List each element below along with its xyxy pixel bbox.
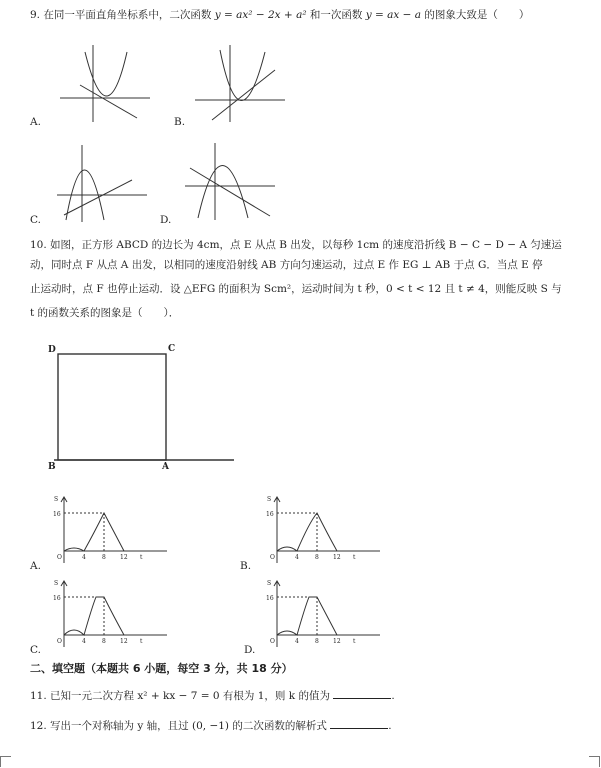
graph-a-tick-12: 12 bbox=[120, 554, 128, 561]
q9-stem bbox=[30, 8, 529, 22]
q12-number: 12. bbox=[30, 720, 47, 732]
graph-c-s-value: 16 bbox=[53, 595, 61, 602]
q10-graph-b bbox=[265, 493, 385, 571]
graph-c-t-label: t bbox=[140, 638, 143, 645]
graph-d-tick-4: 4 bbox=[295, 638, 299, 645]
square-label-c: C bbox=[168, 344, 176, 354]
graph-b-tick-12: 12 bbox=[333, 554, 341, 561]
graph-d-tick-8: 8 bbox=[315, 638, 319, 645]
graph-a-s-value: 16 bbox=[53, 511, 61, 518]
q9-option-b-label: B. bbox=[174, 116, 186, 128]
q9-text-c: 的图象大致是（ ） bbox=[424, 9, 530, 21]
q11-answer-blank[interactable] bbox=[333, 688, 391, 699]
graph-c-tick-8: 8 bbox=[102, 638, 106, 645]
q10-option-a-label: A. bbox=[30, 560, 41, 572]
q9-expr-lin: y = ax − a bbox=[365, 9, 422, 21]
q10-graph-c bbox=[52, 577, 172, 655]
q9-option-c-label: C. bbox=[30, 214, 41, 226]
graph-b-tick-8: 8 bbox=[315, 554, 319, 561]
graph-d-origin: O bbox=[270, 638, 275, 645]
graph-c-origin: O bbox=[57, 638, 62, 645]
q9-graph-a bbox=[55, 40, 155, 125]
graph-a-tick-4: 4 bbox=[82, 554, 86, 561]
graph-a-tick-8: 8 bbox=[102, 554, 106, 561]
q10-line-3: 止运动时，点 F 也停止运动．设 △EFG 的面积为 Scm²，运动时间为 t 秒，0 < t < 12 且 t ≠ 4，则能反映 S 与 bbox=[30, 283, 562, 295]
q11-number: 11. bbox=[30, 690, 47, 702]
graph-b-origin: O bbox=[270, 554, 275, 561]
q9-number: 9. bbox=[30, 9, 41, 21]
q9-option-a-label: A. bbox=[30, 116, 41, 128]
q10-option-d-label: D. bbox=[244, 644, 256, 656]
graph-b-t-label: t bbox=[353, 554, 356, 561]
page-corner-mark-left bbox=[0, 756, 11, 767]
q10-square-figure bbox=[44, 340, 244, 470]
q11-line bbox=[30, 688, 395, 703]
graph-c-s-label: S bbox=[54, 580, 59, 587]
square-label-a: A bbox=[162, 462, 169, 470]
q10-graph-a bbox=[52, 493, 172, 571]
graph-b-s-label: S bbox=[267, 496, 272, 503]
graph-d-s-label: S bbox=[267, 580, 272, 587]
q10-option-c-label: C. bbox=[30, 644, 41, 656]
graph-c-tick-12: 12 bbox=[120, 638, 128, 645]
graph-c-tick-4: 4 bbox=[82, 638, 86, 645]
q10-line-2: 动，同时点 F 从点 A 出发，以相同的速度沿射线 AB 方向匀速运动，过点 E 作 EG ⊥ AB 于点 G．当点 E 停 bbox=[30, 259, 543, 271]
square-label-b: B bbox=[48, 462, 56, 470]
q12-text: 写出一个对称轴为 y 轴，且过 (0, −1) 的二次函数的解析式 bbox=[50, 720, 327, 732]
q10-line-1 bbox=[30, 238, 562, 252]
graph-a-t-label: t bbox=[140, 554, 143, 561]
q11-text: 已知一元二次方程 x² + kx − 7 = 0 有根为 1，则 k 的值为 bbox=[50, 690, 330, 702]
q9-text-a: 在同一平面直角坐标系中，二次函数 bbox=[43, 9, 212, 21]
q9-text-b: 和一次函数 bbox=[309, 9, 363, 21]
q10-text-1: 如图，正方形 ABCD 的边长为 4cm，点 E 从点 B 出发，以每秒 1cm 的速度沿折线 B − C − D − A 匀速运 bbox=[50, 239, 562, 251]
q9-graph-d bbox=[180, 138, 280, 223]
q9-option-d-label: D. bbox=[160, 214, 172, 226]
q11-end: . bbox=[391, 690, 395, 702]
graph-d-t-label: t bbox=[353, 638, 356, 645]
graph-a-origin: O bbox=[57, 554, 62, 561]
q10-line-4: t 的函数关系的图象是（ ）． bbox=[30, 307, 180, 319]
q10-number: 10. bbox=[30, 239, 47, 251]
q10-option-b-label: B. bbox=[240, 560, 252, 572]
graph-d-tick-12: 12 bbox=[333, 638, 341, 645]
q12-line bbox=[30, 718, 392, 733]
square-label-d: D bbox=[48, 345, 56, 355]
q12-end: . bbox=[388, 720, 392, 732]
graph-b-tick-4: 4 bbox=[295, 554, 299, 561]
graph-b-s-value: 16 bbox=[266, 511, 274, 518]
q12-answer-blank[interactable] bbox=[330, 718, 388, 729]
q10-graph-d bbox=[265, 577, 385, 655]
graph-a-s-label: S bbox=[54, 496, 59, 503]
q9-graph-c bbox=[52, 140, 152, 225]
graph-d-s-value: 16 bbox=[266, 595, 274, 602]
section-2-heading: 二、填空题（本题共 6 小题，每空 3 分，共 18 分） bbox=[30, 662, 293, 675]
q9-expr-quad: y = ax² − 2x + a² bbox=[214, 9, 307, 21]
page-corner-mark-right bbox=[589, 756, 600, 767]
q9-graph-b bbox=[190, 40, 290, 125]
